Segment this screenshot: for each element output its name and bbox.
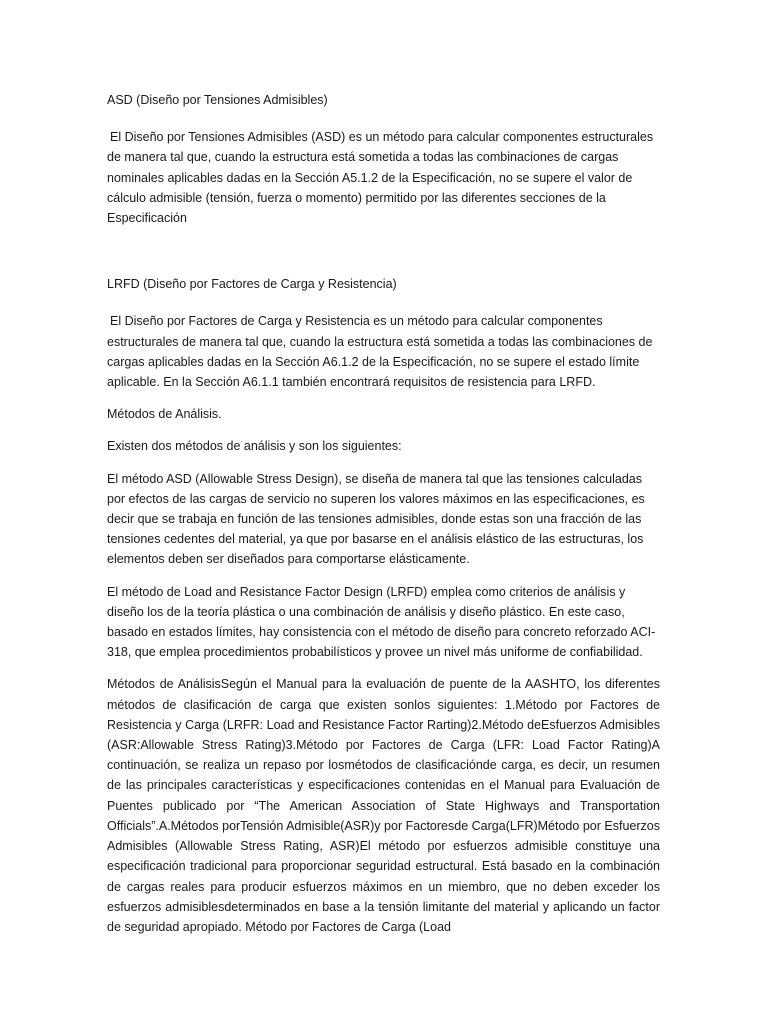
- asd-method-paragraph: El método ASD (Allowable Stress Design), se diseña de manera tal que las tensiones calculadas por efectos de las cargas de servicio no superen los valores máximos en las especificaciones, es decir que se trabaja en función de las tensiones admisibles, donde estas son una fracción de las tensiones cedentes del material, ya que por basarse en el análisis elástico de las estructuras, los elementos deben ser diseñados para comportarse elásticamente.: [107, 471, 645, 567]
- asd-heading: ASD (Diseño por Tensiones Admisibles): [107, 93, 328, 107]
- aashto-methods-paragraph: Métodos de AnálisisSegún el Manual para la evaluación de puente de la AASHTO, los diferentes métodos de clasificación de carga que existen sonlos siguientes: 1.Método por Factores de Resistencia y Carga (LRFR: Load and Resistance Factor Rarting)2.Método deEsfuerzos Admisibles (ASR:Allowable Stress Rating)3.Método por Factores de Carga (LFR: Load Factor Rating)A continuación, se realiza un repaso por losmétodos de clasificaciónde carga, es decir, un resumen de las principales características y especificaciones contenidas en el Manual para Evaluación de Puentes publicado por “The American Association of State Highways and Transportation Officials”.A.Métodos porTensión Admisible(ASR)y por Factoresde Carga(LFR)Método por Esfuerzos Admisibles (Allowable Stress Rating, ASR)El método por esfuerzos admisible constituye una especificación tradicional para proporcionar seguridad estructural. Está basado en la combinación de cargas reales para producir esfuerzos máximos en un miembro, que no deben exceder los esfuerzos admisiblesdeterminados en base a la tensión limitante del material y aplicando un factor de seguridad apropiado. Método por Factores de Carga (Load: [107, 677, 660, 934]
- methods-heading: Métodos de Análisis.: [107, 407, 222, 422]
- lrfd-definition-paragraph: El Diseño por Factores de Carga y Resistencia es un método para calcular componentes estructurales de manera tal que, cuando la estructura está sometida a todas las combinaciones de cargas aplicables dadas en la Sección A6.1.2 de la Especificación, no se supere el estado límite aplicable. En la Sección A6.1.1 también encontrará requisitos de resistencia para LRFD.: [107, 314, 653, 390]
- lrfd-method-paragraph: El método de Load and Resistance Factor Design (LRFD) emplea como criterios de análisis y diseño los de la teoría plástica o una combinación de análisis y diseño plástico. En este caso, basado en estados límites, hay consistencia con el método de diseño para concreto reforzado ACI-318, que emplea procedimientos probabilísticos y provee un nivel más uniforme de confiabilidad.: [107, 584, 656, 660]
- lrfd-heading: LRFD (Diseño por Factores de Carga y Resistencia): [107, 277, 397, 292]
- asd-definition-paragraph: El Diseño por Tensiones Admisibles (ASD) es un método para calcular componentes estructurales de manera tal que, cuando la estructura está sometida a todas las combinaciones de cargas nominales aplicables dadas en la Sección A5.1.2 de la Especificación, no se supere el valor de cálculo admisible (tensión, fuerza o momento) permitido por las diferentes secciones de la Especificación: [107, 130, 654, 226]
- methods-intro-paragraph: Existen dos métodos de análisis y son los siguientes:: [107, 439, 402, 454]
